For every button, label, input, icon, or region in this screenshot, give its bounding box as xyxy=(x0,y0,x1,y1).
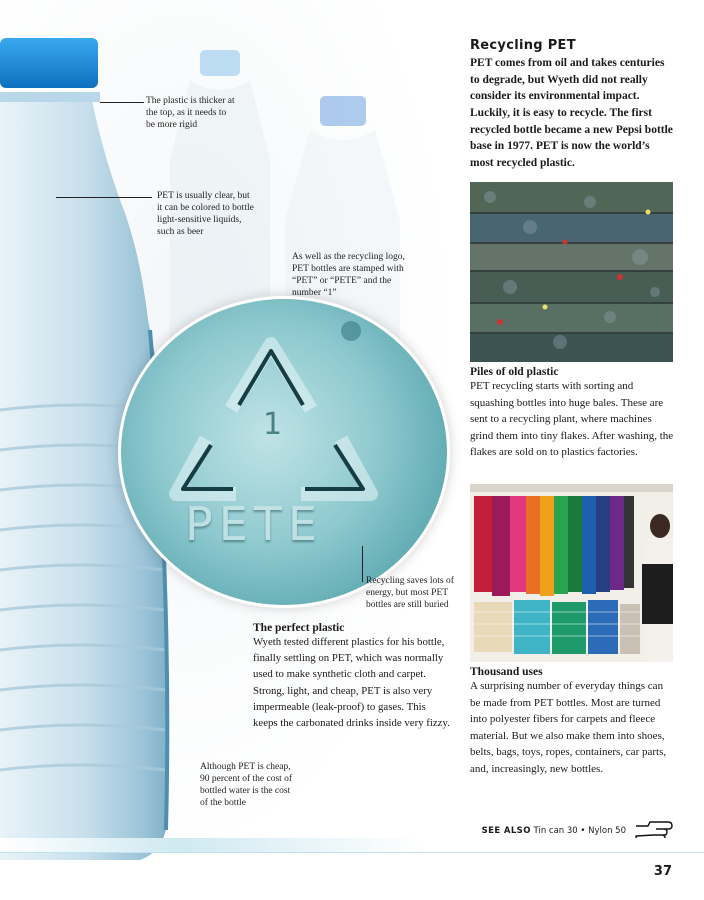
photo-clothing-store xyxy=(470,484,673,662)
page-number: 37 xyxy=(653,864,672,879)
piles-heading: Piles of old plastic xyxy=(470,366,559,378)
leader-usually-clear xyxy=(56,197,152,198)
thousand-heading: Thousand uses xyxy=(470,666,543,678)
photo-plastic-bales xyxy=(470,182,673,362)
leader-thicker-top xyxy=(100,102,144,103)
see-also-label: SEE ALSO xyxy=(481,826,531,836)
recycling-lead: PET comes from oil and takes centuries to degrade, but Wyeth did not really consider its environmental impact. Luckily, it is easy to recycle. The first recycled bottle became a new Pepsi bottle base in 1977. PET is now the world’s most recycled plastic. xyxy=(470,57,673,170)
annotation-stamped: As well as the recycling logo, PET bottles are stamped with “PET” or “PETE” and the number “1” xyxy=(292,252,405,298)
leader-saves-energy xyxy=(362,546,363,582)
logo-number: 1 xyxy=(263,407,283,442)
perfect-plastic-heading: The perfect plastic xyxy=(253,622,345,634)
recycling-logo-closeup xyxy=(118,296,450,608)
thousand-text: A surprising number of everyday things can be made from PET bottles. Most are turned into polyester fibers for carpets and fleece material. But we also make them into shoes, belts, bags, toys, ropes, containers, car parts, and, increasingly, new bottles. xyxy=(470,680,667,775)
annotation-saves-energy: Recycling saves lots of energy, but most PET bottles are still buried xyxy=(366,576,454,610)
recycling-title: Recycling PET xyxy=(470,38,576,53)
piles-text: PET recycling starts with sorting and squashing bottles into huge bales. These are sent to a recycling plant, where machines grind them into tiny flakes. After washing, the flakes are sold on to plastics factories. xyxy=(470,380,674,458)
footer-line xyxy=(0,852,704,853)
recycling-section xyxy=(470,38,675,172)
recycling-triangle-icon xyxy=(121,299,447,605)
see-also-links[interactable]: Tin can 30 • Nylon 50 xyxy=(533,826,626,836)
annotation-usually-clear: PET is usually clear, but it can be colored to bottle light-sensitive liquids, such as beer xyxy=(157,191,254,237)
perfect-plastic-text: Wyeth tested different plastics for his bottle, finally settling on PET, which was normally used to make synthetic cloth and carpet. Strong, light, and cheap, PET is also very impermeable (leak-proof) to gases. This keeps the carbonated drinks inside very fizzy. xyxy=(253,636,450,729)
footer-band xyxy=(0,838,704,852)
annotation-cost: Although PET is cheap, 90 percent of the cost of bottled water is the cost of the bottle xyxy=(200,762,293,808)
perfect-plastic-block xyxy=(253,622,453,731)
logo-code: PETE xyxy=(185,497,323,551)
annotation-thicker-top: The plastic is thicker at the top, as it needs to be more rigid xyxy=(146,96,235,130)
thousand-caption xyxy=(470,666,675,777)
piles-caption xyxy=(470,366,675,461)
